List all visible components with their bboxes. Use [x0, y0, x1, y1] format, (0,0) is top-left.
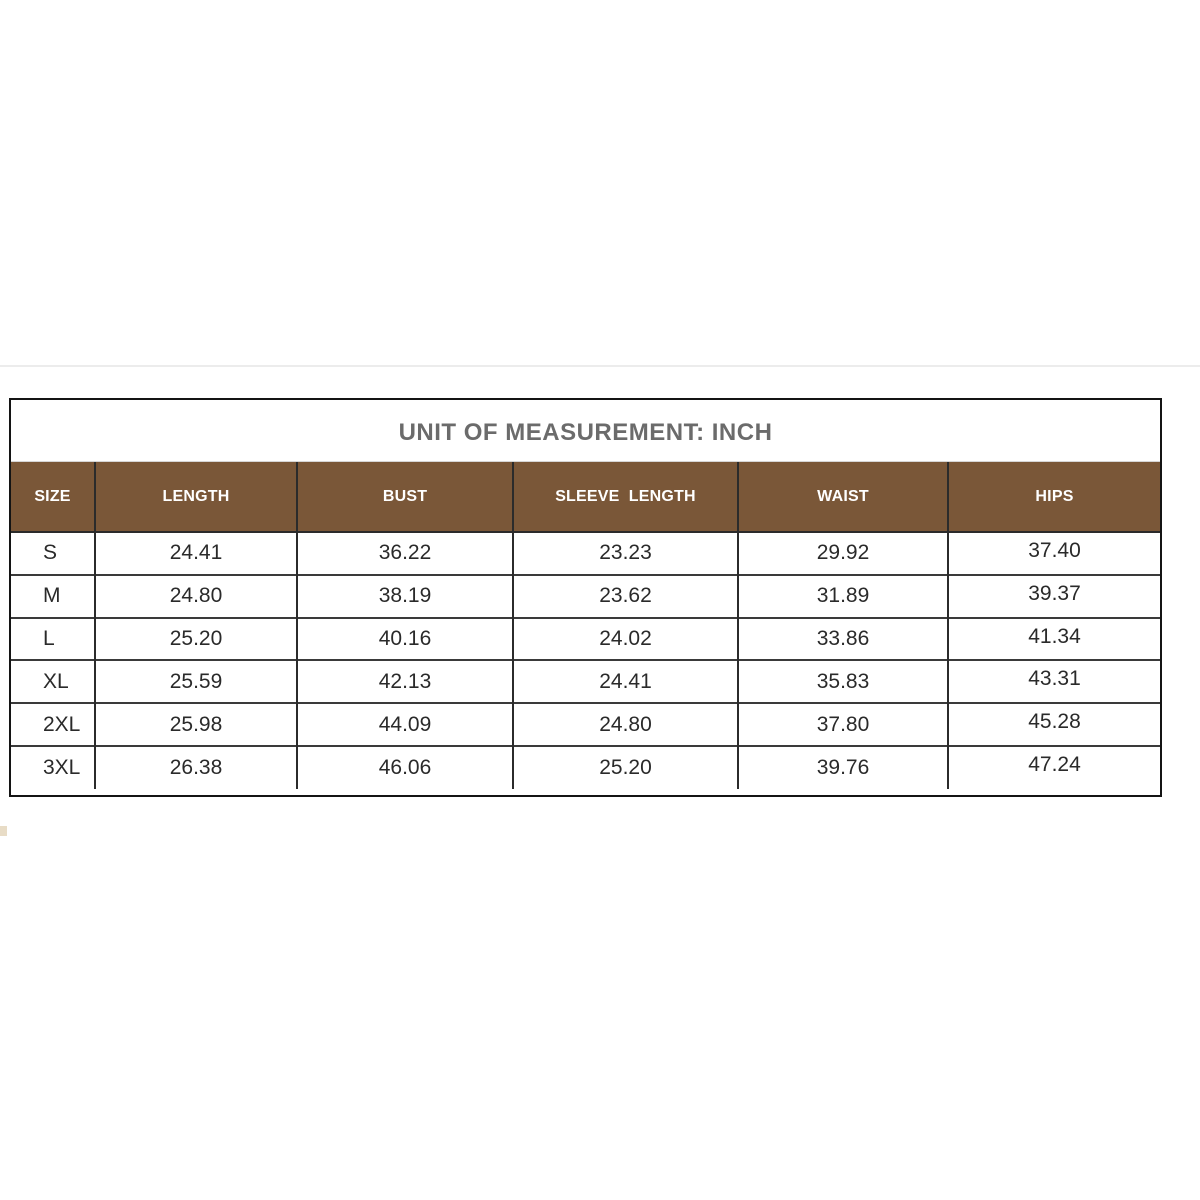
size-cell: 2XL — [43, 712, 81, 736]
size-cell: L — [43, 626, 55, 650]
bust-cell: 46.06 — [297, 746, 513, 789]
size-cell: XL — [43, 669, 69, 693]
table-row — [11, 532, 1160, 575]
sleeve-length-cell: 24.02 — [513, 618, 738, 661]
length-cell: 25.59 — [95, 660, 297, 703]
top-divider — [0, 365, 1200, 367]
column-header-length: LENGTH — [95, 462, 297, 532]
bust-cell: 42.13 — [297, 660, 513, 703]
size-cell: S — [43, 541, 58, 565]
waist-cell: 37.80 — [738, 703, 948, 746]
waist-cell: 29.92 — [738, 532, 948, 575]
hips-cell: 43.31 — [948, 660, 1160, 703]
column-header-bust: BUST — [297, 462, 513, 532]
waist-cell: 31.89 — [738, 575, 948, 618]
column-header-sleeve-length: SLEEVE LENGTH — [513, 462, 738, 532]
hips-cell: 41.34 — [948, 618, 1160, 661]
hips-cell: 47.24 — [948, 746, 1160, 789]
bust-cell: 36.22 — [297, 532, 513, 575]
column-header-waist: WAIST — [738, 462, 948, 532]
sleeve-length-cell: 24.41 — [513, 660, 738, 703]
column-header-hips: HIPS — [948, 462, 1160, 532]
sleeve-length-cell: 24.80 — [513, 703, 738, 746]
bust-cell: 44.09 — [297, 703, 513, 746]
size-cell: 3XL — [43, 755, 81, 779]
table-row — [11, 618, 1160, 661]
header-row — [11, 462, 1160, 532]
waist-cell: 39.76 — [738, 746, 948, 789]
length-cell: 25.20 — [95, 618, 297, 661]
hips-cell: 45.28 — [948, 703, 1160, 746]
bust-cell: 40.16 — [297, 618, 513, 661]
table-row — [11, 660, 1160, 703]
table-row — [11, 575, 1160, 618]
size-cell: M — [43, 584, 61, 608]
hips-cell: 39.37 — [948, 575, 1160, 618]
table-row — [11, 746, 1160, 789]
hips-cell: 37.40 — [948, 532, 1160, 575]
waist-cell: 35.83 — [738, 660, 948, 703]
size-table — [11, 462, 1160, 789]
bust-cell: 38.19 — [297, 575, 513, 618]
chart-title: UNIT OF MEASUREMENT: INCH — [11, 400, 1160, 462]
sleeve-length-cell: 23.23 — [513, 532, 738, 575]
decorative-corner-mark — [0, 826, 7, 836]
column-header-size: SIZE — [34, 487, 71, 505]
size-chart — [9, 398, 1162, 797]
table-row — [11, 703, 1160, 746]
length-cell: 24.41 — [95, 532, 297, 575]
sleeve-length-cell: 23.62 — [513, 575, 738, 618]
length-cell: 26.38 — [95, 746, 297, 789]
waist-cell: 33.86 — [738, 618, 948, 661]
length-cell: 25.98 — [95, 703, 297, 746]
sleeve-length-cell: 25.20 — [513, 746, 738, 789]
length-cell: 24.80 — [95, 575, 297, 618]
